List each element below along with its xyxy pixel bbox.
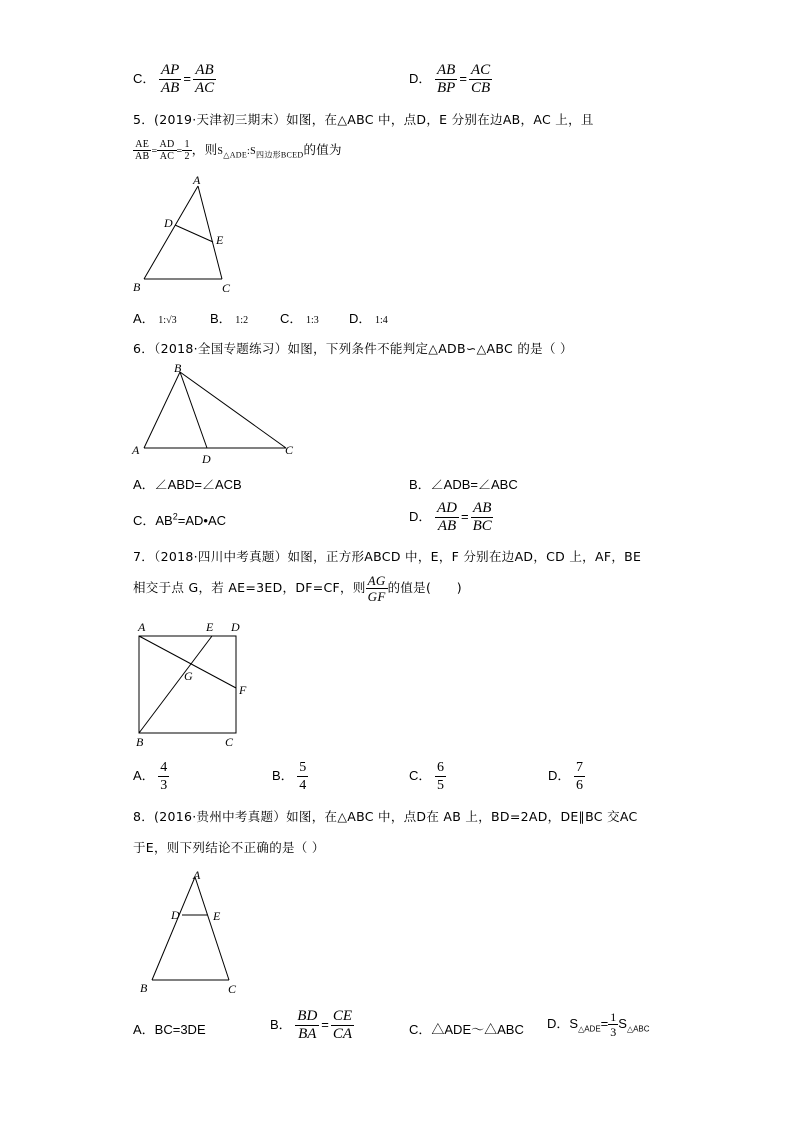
point-label-e: E	[216, 233, 224, 247]
point-label-e: E	[206, 620, 214, 634]
point-label-f: F	[239, 683, 247, 697]
q5-option-c[interactable]: C． 1:3	[280, 311, 319, 326]
q8-option-c[interactable]: C．△ADE～△ABC	[409, 1022, 524, 1037]
q4-option-c[interactable]: C． $\frac{AP}{AB}$ = $\frac{AB}{AC}$	[133, 62, 215, 96]
point-label-d: D	[202, 452, 211, 465]
fraction: $\frac{AC}{CB}$	[470, 62, 491, 96]
fraction: $\frac{AD}{AC}$	[159, 139, 175, 162]
point-label-d: D	[164, 216, 173, 230]
option-label: C．	[133, 70, 156, 86]
q7-option-c[interactable]: C． $\frac{6}{5}$	[409, 760, 445, 793]
point-label-a: A	[193, 173, 201, 187]
fraction: $\frac{AE}{AB}$	[135, 139, 150, 162]
q8-stem-line1: 8．(2016·贵州中考真题）如图，在△ABC 中，点D在 AB 上，BD=2AD，DE∥BC 交AC	[133, 809, 638, 824]
fraction: $\frac{5}{4}$	[299, 760, 307, 793]
q7-stem-line2: 相交于点 G，若 AE=3ED，DF=CF，则 $\frac{AG}{GF}$ 的值是( )	[133, 573, 462, 604]
point-label-c: C	[225, 735, 234, 749]
point-label-b: B	[136, 735, 144, 749]
q6-triangle-figure	[128, 360, 303, 465]
q5-option-d[interactable]: D． 1:4	[349, 311, 388, 326]
fraction: $\frac{AB}{AC}$	[194, 62, 215, 96]
q6-stem: 6．（2018·全国专题练习）如图，下列条件不能判定△ADB∽△ABC 的是（ ）	[133, 341, 573, 356]
q5-stem-line1: 5．(2019·天津初三期末）如图，在△ABC 中，点D，E 分别在边AB，AC 上，且	[133, 112, 594, 127]
point-label-d: D	[231, 620, 240, 634]
point-label-g: G	[184, 669, 193, 683]
fraction: $\frac{AD}{AB}$	[437, 500, 458, 534]
fraction: $\frac{AB}{BP}$	[437, 62, 456, 96]
point-label-a: A	[193, 868, 201, 882]
q5-triangle-figure	[125, 172, 255, 297]
fraction: $\frac{4}{3}$	[160, 760, 168, 793]
fraction: $\frac{7}{6}$	[576, 760, 584, 793]
q6-option-b[interactable]: B．∠ADB=∠ABC	[409, 477, 518, 492]
point-label-a: A	[132, 443, 140, 457]
q8-stem-line2: 于E，则下列结论不正确的是（ ）	[133, 840, 325, 855]
q5-stem-line2: $\frac{AE}{AB}$ = $\frac{AD}{AC}$ = $\frac{1}{2}$ ，则$S_{\triangle ADE}:S_{四边形BCED}$的值为	[135, 139, 342, 162]
q7-option-b[interactable]: B． $\frac{5}{4}$	[272, 760, 307, 793]
fraction: $\frac{1}{2}$	[184, 139, 190, 162]
fraction: $\frac{BD}{BA}$	[297, 1008, 318, 1042]
q7-option-d[interactable]: D． $\frac{7}{6}$	[548, 760, 584, 793]
point-label-c: C	[285, 443, 294, 457]
fraction: $\frac{1}{3}$	[610, 1010, 617, 1039]
q5-option-b[interactable]: B． 1:2	[210, 311, 249, 326]
q8-option-b[interactable]: B． $\frac{BD}{BA}$ = $\frac{CE}{CA}$	[270, 1008, 353, 1042]
point-label-c: C	[228, 982, 237, 996]
point-label-b: B	[174, 361, 182, 375]
q7-stem-line1: 7．（2018·四川中考真题）如图，正方形ABCD 中，E，F 分别在边AD，CD 上，AF，BE	[133, 549, 642, 564]
point-label-d: D	[171, 908, 180, 922]
option-label: D．	[409, 70, 432, 86]
q8-triangle-figure	[132, 862, 247, 997]
fraction: $\frac{AG}{GF}$	[367, 573, 386, 604]
point-label-a: A	[138, 620, 146, 634]
q7-square-figure	[128, 617, 258, 752]
q8-option-d[interactable]: D．$S_{\triangle ADE}=$ $\frac{1}{3}$ $S_{\triangle ABC}$	[547, 1010, 650, 1039]
point-label-b: B	[140, 981, 148, 995]
q8-option-a[interactable]: A．BC=3DE	[133, 1022, 206, 1037]
point-label-b: B	[133, 280, 141, 294]
q7-option-a[interactable]: A． $\frac{4}{3}$	[133, 760, 168, 793]
fraction: $\frac{6}{5}$	[437, 760, 445, 793]
point-label-e: E	[213, 909, 221, 923]
fraction: $\frac{CE}{CA}$	[332, 1008, 353, 1042]
fraction: $\frac{AP}{AB}$	[161, 62, 180, 96]
q6-option-c[interactable]: C．$AB^2=AD•AC$	[133, 511, 227, 528]
q5-option-a[interactable]: A． 1:√3	[133, 311, 177, 326]
q4-option-d[interactable]: D． $\frac{AB}{BP}$ = $\frac{AC}{CB}$	[409, 62, 491, 96]
q6-option-d[interactable]: D． $\frac{AD}{AB}$ = $\frac{AB}{BC}$	[409, 500, 492, 534]
point-label-c: C	[222, 281, 231, 295]
fraction: $\frac{AB}{BC}$	[472, 500, 492, 534]
q6-option-a[interactable]: A．∠ABD=∠ACB	[133, 477, 242, 492]
